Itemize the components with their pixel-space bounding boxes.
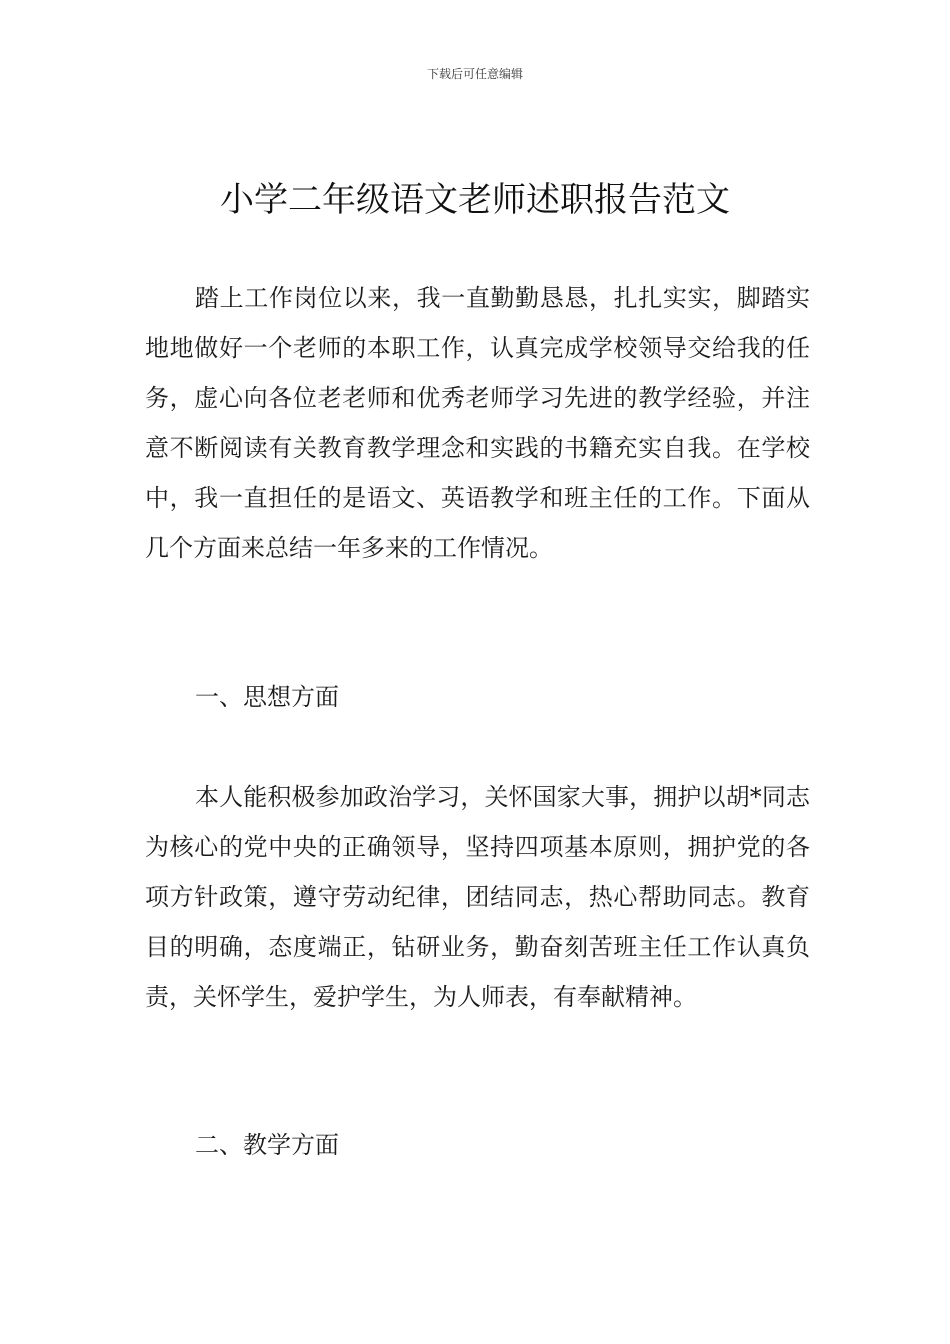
intro-paragraph: 踏上工作岗位以来，我一直勤勤恳恳，扎扎实实，脚踏实地地做好一个老师的本职工作，认真完成学校领导交给我的任务，虚心向各位老老师和优秀老师学习先进的教学经验，并注意不断阅读有关教育教学理念和实践的书籍充实自我。在学校中，我一直担任的是语文、英语教学和班主任的工作。下面从几个方面来总结一年多来的工作情况。 (145, 284, 810, 562)
section-paragraph-thought: 本人能积极参加政治学习，关怀国家大事，拥护以胡*同志为核心的党中央的正确领导，坚持四项基本原则，拥护党的各项方针政策，遵守劳动纪律，团结同志，热心帮助同志。教育目的明确，态度端正，钻研业务，勤奋刻苦班主任工作认真负责，关怀学生，爱护学生，为人师表，有奉献精神。 (145, 783, 810, 1011)
header-note: 下载后可任意编辑 (426, 67, 523, 81)
section-heading-thought: 一、思想方面 (195, 683, 339, 711)
document-title: 小学二年级语文老师述职报告范文 (220, 180, 730, 220)
section-heading-teaching: 二、教学方面 (195, 1131, 339, 1159)
